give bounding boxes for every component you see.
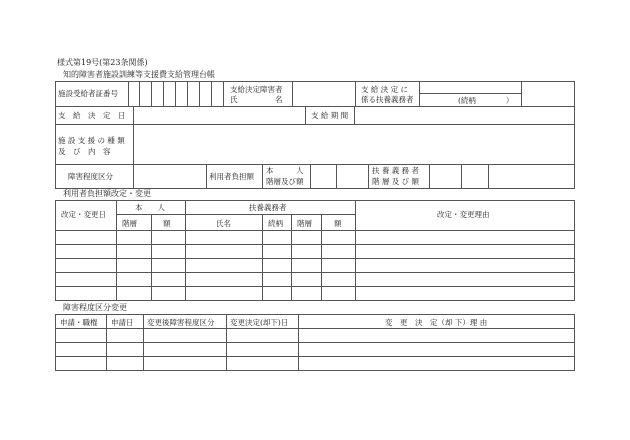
col-self: 本 人 — [135, 203, 165, 212]
col-guardian: 扶養義務者 — [249, 203, 287, 212]
self-label-1: 本 人 — [266, 166, 304, 175]
col-level-reason: 変 更 決 定（却 下）理 由 — [385, 318, 488, 327]
guardian-label-2: 階 層 及 び 額 — [372, 177, 420, 186]
sub-tier: 階層 — [122, 219, 137, 228]
form-title: 知的障害者施設訓練等支援費支給管理台帳 — [63, 70, 215, 79]
supporter-label-2: 係る扶養義務者 — [361, 95, 414, 104]
sub-amount: 額 — [163, 219, 171, 228]
col-reason: 改定・変更理由 — [437, 210, 490, 219]
recipient-label-1: 支給決定障害者 — [230, 85, 283, 94]
burden-section-title: 利用者負担額改定・変更 — [63, 189, 151, 198]
sub-relation: 続柄 — [268, 219, 283, 228]
col-apply-date: 申請日 — [111, 318, 134, 327]
guardian-label-1: 扶 養 義 務 者 — [372, 166, 420, 175]
facility-cert-label: 施設受給者証番号 — [58, 89, 118, 98]
decision-date-label: 支 給 決 定 日 — [58, 111, 126, 120]
user-burden-label: 利用者負担額 — [209, 172, 254, 181]
col-decision: 変更決定(却下)日 — [230, 318, 289, 327]
sub-tier2: 階層 — [297, 219, 312, 228]
supporter-label-1: 支 給 決 定 に — [361, 85, 409, 94]
disability-level-label: 障害程度区分 — [68, 172, 113, 181]
col-date: 改定・変更日 — [61, 210, 106, 219]
col-apply: 申請・職権 — [60, 318, 98, 327]
recipient-label-2: 氏 名 — [230, 95, 283, 104]
level-section-title: 障害程度区分変更 — [63, 303, 127, 312]
support-type-label-1: 施 設 支 援 の 種 類 — [58, 136, 125, 145]
form-number: 様式第19号(第23条関係) — [57, 58, 148, 67]
col-new-level: 変更後障害程度区分 — [147, 318, 215, 327]
period-label: 支 給 期 間 — [311, 111, 349, 120]
sub-amount2: 額 — [334, 219, 342, 228]
self-label-2: 階層及び額 — [266, 177, 304, 186]
relation-label: (続柄 ） — [458, 96, 514, 105]
support-type-label-2: 及 び 内 容 — [58, 147, 111, 156]
sub-name: 氏名 — [216, 219, 231, 228]
